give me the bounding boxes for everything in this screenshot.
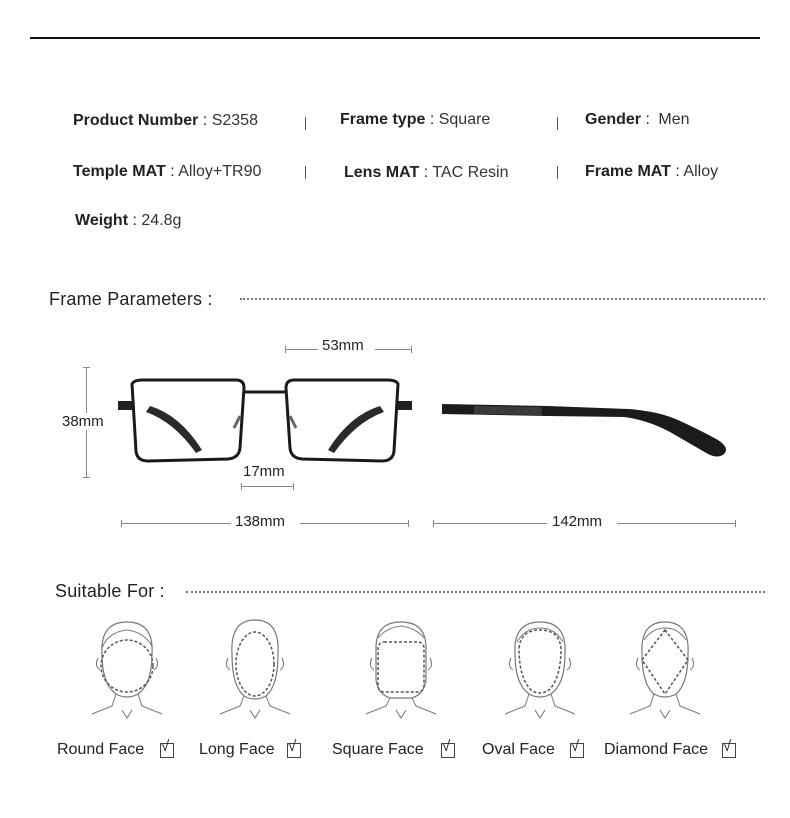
nose-pad-right	[290, 416, 296, 428]
left-temple-inner	[146, 406, 202, 453]
check-icon: √	[723, 738, 732, 755]
guide-tick	[241, 483, 242, 490]
square-face-icon	[356, 614, 446, 724]
spec-separator	[305, 166, 306, 179]
frame-parameters-title: Frame Parameters :	[49, 289, 213, 309]
guide-tick	[408, 520, 409, 527]
bridge-width-guide	[241, 486, 293, 487]
temple-length-label: 142mm	[552, 513, 603, 530]
oval-face-icon	[495, 614, 585, 724]
left-lens-rim	[132, 380, 244, 461]
spec-separator	[557, 166, 558, 179]
lens-width-label: 53mm	[322, 337, 364, 354]
guide-tick	[83, 477, 90, 478]
spec-lens-mat: Lens MAT : TAC Resin	[344, 164, 509, 181]
frame-width-guide	[121, 523, 231, 524]
lens-width-guide	[285, 349, 318, 350]
oval-face-label: Oval Face	[482, 741, 555, 758]
lens-width-guide	[375, 349, 411, 350]
dotted-divider	[240, 298, 765, 300]
check-icon: √	[161, 738, 170, 755]
diamond-face-label: Diamond Face	[604, 741, 709, 758]
spec-weight: Weight : 24.8g	[75, 212, 182, 229]
long-face-label: Long Face	[199, 741, 275, 758]
check-icon: √	[288, 738, 297, 755]
right-lens-rim	[286, 380, 398, 461]
spec-separator	[557, 117, 558, 130]
right-temple-inner	[328, 406, 384, 453]
round-face-icon	[82, 614, 172, 724]
spec-temple-mat: Temple MAT : Alloy+TR90	[73, 163, 262, 180]
guide-tick	[411, 346, 412, 353]
spec-gender: Gender : Men	[585, 111, 690, 128]
spec-separator	[305, 117, 306, 130]
suitable-for-title: Suitable For :	[55, 581, 165, 601]
long-face-icon	[210, 614, 300, 724]
glasses-front-view	[110, 370, 420, 470]
guide-tick	[433, 520, 434, 527]
lens-height-label: 38mm	[62, 413, 104, 430]
check-icon: √	[442, 738, 451, 755]
guide-tick	[293, 483, 294, 490]
check-icon: √	[571, 738, 580, 755]
spec-frame-mat: Frame MAT : Alloy	[585, 163, 719, 180]
spec-product-number: Product Number : S2358	[73, 112, 258, 129]
temple-texture	[474, 406, 542, 415]
round-face-label: Round Face	[57, 741, 145, 758]
guide-tick	[83, 367, 90, 368]
nose-pad-left	[234, 416, 240, 428]
temple-length-guide	[433, 523, 547, 524]
guide-tick	[735, 520, 736, 527]
temple-side-view	[438, 396, 734, 462]
frame-width-label: 138mm	[235, 513, 286, 530]
guide-tick	[121, 520, 122, 527]
temple-length-guide	[617, 523, 735, 524]
dotted-divider	[186, 591, 765, 593]
square-face-label: Square Face	[332, 741, 424, 758]
top-divider	[30, 37, 760, 39]
bridge-width-label: 17mm	[243, 463, 285, 480]
guide-tick	[285, 346, 286, 353]
spec-frame-type: Frame type : Square	[340, 111, 491, 128]
frame-width-guide	[300, 523, 408, 524]
diamond-face-icon	[620, 614, 710, 724]
